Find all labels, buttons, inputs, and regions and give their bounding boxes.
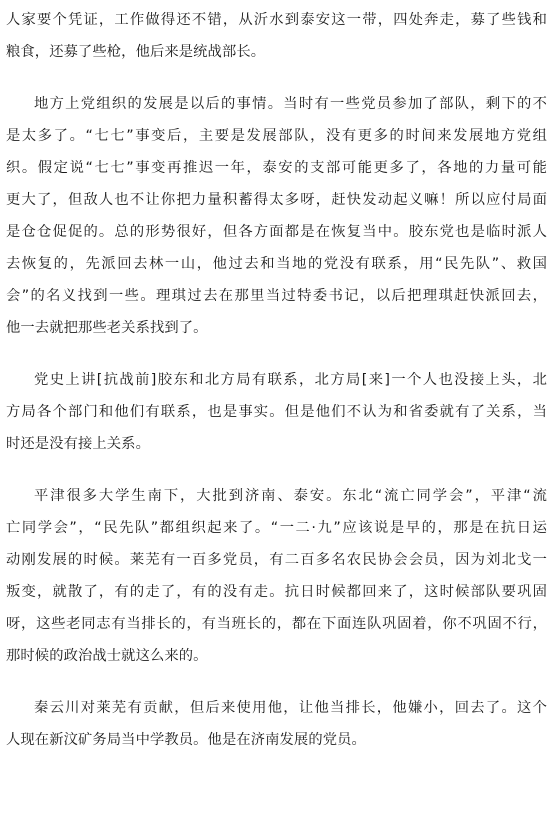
text-line: 粮食，还募了些枪，他后来是统战部长。 (6, 44, 266, 60)
text-line: 秦云川对莱芜有贡献，但后来使用他，让他当排长，他嫌小，回去了。这个 (34, 700, 547, 716)
text-line: 织。假定说“七七”事变再推迟一年，泰安的支部可能更多了，各地的力量可能 (6, 160, 547, 176)
text-line: 亡同学会”，“民先队”都组织起来了。“一二·九”应该说是早的，那是在抗日运 (6, 520, 547, 536)
text-line: 会”的名义找到一些。理琪过去在那里当过特委书记，以后把理琪赶快派回去， (6, 288, 547, 304)
text-line: 那时候的政治战士就这么来的。 (6, 648, 208, 664)
text-line: 是仓仓促促的。总的形势很好，但各方面都是在恢复当中。胶东党也是临时派人 (6, 224, 547, 240)
paragraph-4 (6, 480, 547, 672)
text-line: 是太多了。“七七”事变后，主要是发展部队，没有更多的时间来发展地方党组 (6, 128, 547, 144)
text-line: 人家要个凭证，工作做得还不错，从沂水到泰安这一带，四处奔走，募了些钱和 (6, 12, 547, 28)
text-line: 平津很多大学生南下，大批到济南、泰安。东北“流亡同学会”，平津“流 (34, 488, 547, 504)
paragraph-3 (6, 364, 547, 460)
text-line: 更大了，但敌人也不让你把力量积蓄得太多呀，赶快发动起义嘛！所以应付局面 (6, 192, 547, 208)
paragraph-1 (6, 4, 547, 68)
text-line: 他一去就把那些老关系找到了。 (6, 320, 208, 336)
text-line: 动刚发展的时候。莱芜有一百多党员，有二百多名农民协会会员，因为刘北戈一 (6, 552, 547, 568)
text-line: 叛变，就散了，有的走了，有的没有走。抗日时候都回来了，这时候部队要巩固 (6, 584, 547, 600)
text-line: 去恢复的，先派回去林一山，他过去和当地的党没有联系，用“民先队”、救国 (6, 256, 547, 272)
text-line: 呀，这些老同志有当排长的，有当班长的，都在下面连队巩固着，你不巩固不行， (6, 616, 547, 632)
paragraph-2 (6, 88, 547, 344)
paragraph-5 (6, 692, 547, 756)
text-line: 方局各个部门和他们有联系，也是事实。但是他们不认为和省委就有了关系，当 (6, 404, 547, 420)
text-line: 地方上党组织的发展是以后的事情。当时有一些党员参加了部队，剩下的不 (34, 96, 547, 112)
text-line: 时还是没有接上关系。 (6, 436, 150, 452)
text-line: 人现在新汶矿务局当中学教员。他是在济南发展的党员。 (6, 732, 366, 748)
text-line: 党史上讲[抗战前]胶东和北方局有联系，北方局[来]一个人也没接上头，北 (34, 372, 547, 388)
